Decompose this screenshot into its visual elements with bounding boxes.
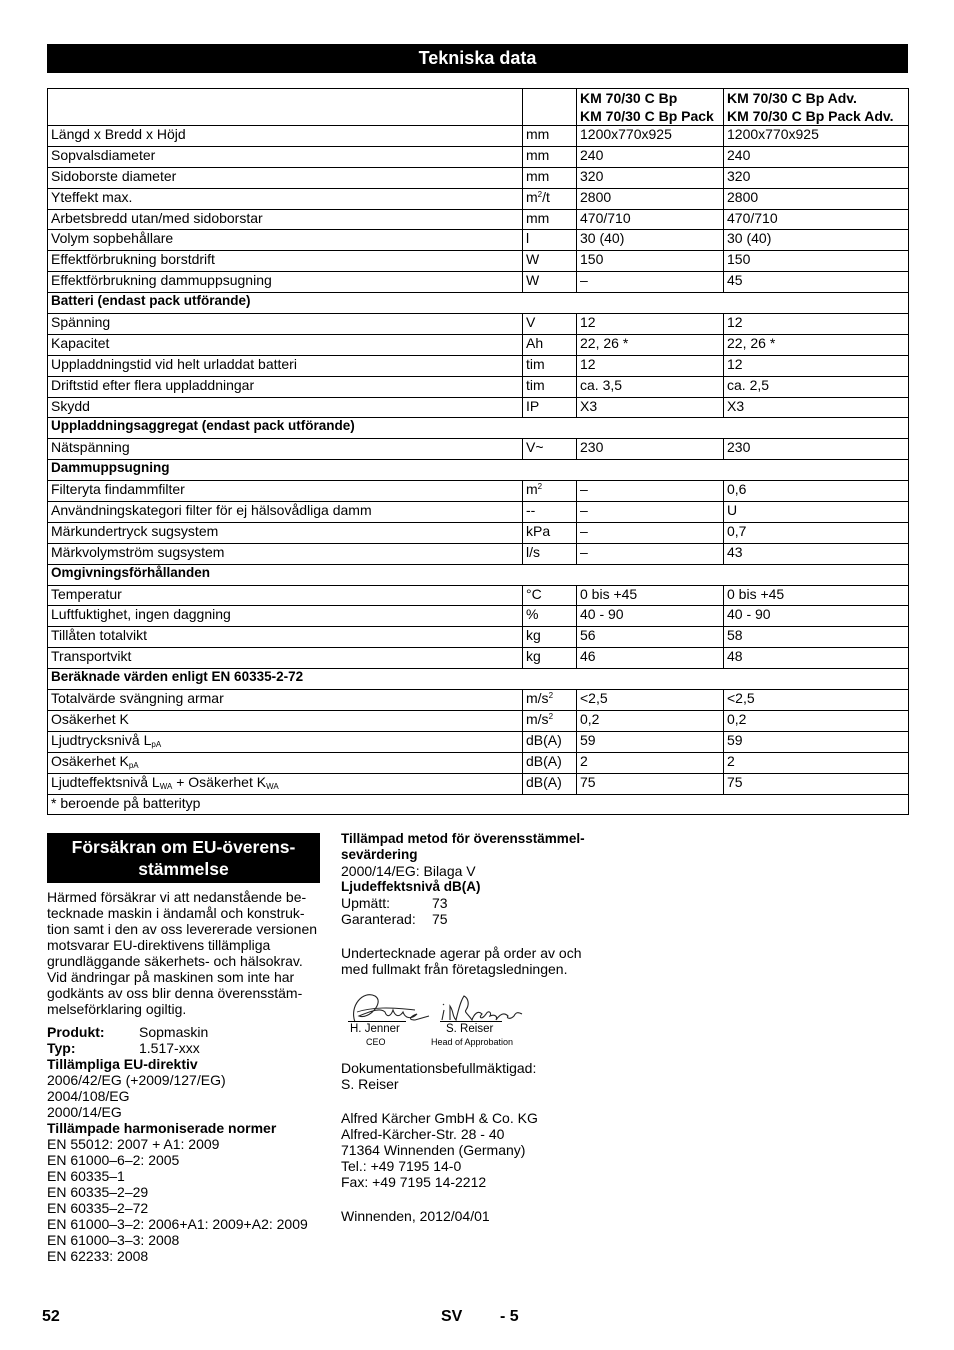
- row-value-model-2: 2800: [724, 188, 909, 209]
- row-value-model-1: 46: [577, 648, 724, 669]
- body-line: Härmed försäkrar vi att nedanstående be-: [47, 889, 307, 905]
- row-unit: tim: [523, 355, 577, 376]
- row-unit: dB(A): [523, 731, 577, 752]
- row-value-model-1: 30 (40): [577, 230, 724, 251]
- row-value-model-2: 150: [724, 251, 909, 272]
- footnote-row: [48, 794, 909, 815]
- table-row: [48, 230, 909, 251]
- row-unit: kPa: [523, 522, 577, 543]
- row-value-model-1: 1200x770x925: [577, 126, 724, 147]
- header-unit-cell: [523, 89, 577, 126]
- signed-line1: Undertecknade agerar på order av och: [341, 945, 582, 961]
- tech-data-table: [47, 88, 909, 815]
- table-row: [48, 439, 909, 460]
- row-label: Längd x Bredd x Höjd: [48, 126, 523, 147]
- row-label: Märkvolymström sugsystem: [48, 543, 523, 564]
- row-label: Transportvikt: [48, 648, 523, 669]
- row-value-model-2: 12: [724, 314, 909, 335]
- model-1-line2: KM 70/30 C Bp Pack: [580, 108, 714, 124]
- row-unit: $m/s^2$: [523, 710, 577, 731]
- row-label: Temperatur: [48, 585, 523, 606]
- row-label: Effektförbrukning dammuppsugning: [48, 272, 523, 293]
- row-label: Uppladdningstid vid helt urladdat batteri: [48, 355, 523, 376]
- row-label: Yteffekt max.: [48, 188, 523, 209]
- row-value-model-1: 0 bis +45: [577, 585, 724, 606]
- header-empty-cell: [48, 89, 523, 126]
- table-row: [48, 522, 909, 543]
- directive-item: 2004/108/EG: [47, 1088, 130, 1104]
- row-value-model-2: <2,5: [724, 690, 909, 711]
- row-unit: IP: [523, 397, 577, 418]
- method-heading-line1: Tillämpad metod för överensstämmel-: [341, 831, 585, 846]
- row-label: Användningskategori filter för ej hälsovådliga damm: [48, 502, 523, 523]
- row-unit: kg: [523, 648, 577, 669]
- table-row: [48, 146, 909, 167]
- body-line: melseförklaring ogiltig.: [47, 1001, 187, 1017]
- language-code: SV: [441, 1308, 463, 1325]
- table-row: [48, 251, 909, 272]
- standard-item: EN 60335–2–72: [47, 1200, 149, 1216]
- declaration-title-line2: stämmelse: [138, 859, 229, 879]
- guaranteed-row: [341, 911, 631, 927]
- row-value-model-1: –: [577, 481, 724, 502]
- type-value: 1.517-xxx: [139, 1040, 200, 1056]
- table-row: [48, 710, 909, 731]
- table-row: [48, 334, 909, 355]
- row-unit: dB(A): [523, 773, 577, 794]
- row-label: Totalvärde svängning armar: [48, 690, 523, 711]
- row-label: Osäkerhet K: [48, 710, 523, 731]
- standard-item: EN 62233: 2008: [47, 1248, 149, 1264]
- method-value: 2000/14/EG: Bilaga V: [341, 863, 476, 879]
- row-value-model-1: 150: [577, 251, 724, 272]
- declaration-title-line1: Försäkran om EU-överens-: [71, 837, 296, 857]
- row-unit: l: [523, 230, 577, 251]
- row-value-model-1: 230: [577, 439, 724, 460]
- table-row: [48, 543, 909, 564]
- signature-jenner: [345, 986, 435, 1046]
- row-value-model-1: –: [577, 502, 724, 523]
- table-section-row: [48, 293, 909, 314]
- directives-heading: Tillämpliga EU-direktiv: [47, 1056, 198, 1072]
- row-value-model-2: 30 (40): [724, 230, 909, 251]
- standard-item: EN 61000–3–2: 2006+A1: 2009+A2: 2009: [47, 1216, 308, 1232]
- row-label: Luftfuktighet, ingen daggning: [48, 606, 523, 627]
- table-section-row: [48, 564, 909, 585]
- signatory-1-role: CEO: [366, 1037, 386, 1047]
- row-value-model-2: 0,6: [724, 481, 909, 502]
- table-row: [48, 167, 909, 188]
- row-value-model-1: ca. 3,5: [577, 376, 724, 397]
- row-value-model-1: 0,2: [577, 710, 724, 731]
- row-label: Märkundertryck sugsystem: [48, 522, 523, 543]
- row-label: Osäkerhet $K_{pA}$: [48, 752, 523, 773]
- table-row: [48, 606, 909, 627]
- address-line: Alfred Kärcher GmbH & Co. KG: [341, 1110, 538, 1126]
- row-unit: %: [523, 606, 577, 627]
- section-heading: Uppladdningsaggregat (endast pack utförande): [48, 418, 909, 439]
- place-date: Winnenden, 2012/04/01: [341, 1208, 490, 1224]
- row-unit: mm: [523, 167, 577, 188]
- row-value-model-2: 48: [724, 648, 909, 669]
- row-unit: W: [523, 251, 577, 272]
- doc-name: S. Reiser: [341, 1076, 399, 1092]
- row-value-model-2: 320: [724, 167, 909, 188]
- table-row: [48, 209, 909, 230]
- table-row: [48, 355, 909, 376]
- signature-line-1: [348, 1021, 406, 1022]
- body-line: motsvarar EU-direktivens tillämpliga: [47, 937, 271, 953]
- declaration-title: [47, 833, 320, 883]
- row-label: Ljudteffektsnivå $L_{WA}$ + Osäkerhet $K_{WA}$: [48, 773, 523, 794]
- model-1-line1: KM 70/30 C Bp: [580, 90, 678, 106]
- row-value-model-1: 12: [577, 355, 724, 376]
- row-value-model-1: 470/710: [577, 209, 724, 230]
- header-model-2: [724, 89, 909, 126]
- row-label: Tillåten totalvikt: [48, 627, 523, 648]
- row-unit: dB(A): [523, 752, 577, 773]
- row-unit: W: [523, 272, 577, 293]
- table-row: [48, 272, 909, 293]
- table-footnote: * beroende på batterityp: [48, 794, 909, 815]
- table-row: [48, 126, 909, 147]
- row-value-model-1: 22, 26 *: [577, 334, 724, 355]
- standard-item: EN 61000–6–2: 2005: [47, 1152, 180, 1168]
- standard-item: EN 60335–2–29: [47, 1184, 149, 1200]
- table-row: [48, 188, 909, 209]
- signatory-2-role: Head of Approbation: [431, 1037, 514, 1047]
- row-value-model-2: 0 bis +45: [724, 585, 909, 606]
- signature-line-2: [440, 1021, 502, 1022]
- table-row: [48, 376, 909, 397]
- body-line: tecknade maskin i ändamål och konstruk-: [47, 905, 305, 921]
- row-value-model-1: <2,5: [577, 690, 724, 711]
- table-row: [48, 627, 909, 648]
- section-heading: Dammuppsugning: [48, 460, 909, 481]
- section-heading: Omgivningsförhållanden: [48, 564, 909, 585]
- row-value-model-1: 12: [577, 314, 724, 335]
- row-value-model-2: ca. 2,5: [724, 376, 909, 397]
- row-unit: °C: [523, 585, 577, 606]
- row-value-model-1: 56: [577, 627, 724, 648]
- model-2-line1: KM 70/30 C Bp Adv.: [727, 90, 857, 106]
- table-row: [48, 481, 909, 502]
- row-value-model-2: 12: [724, 355, 909, 376]
- row-value-model-2: 43: [724, 543, 909, 564]
- page-number: 52: [42, 1308, 60, 1325]
- signatory-2-name: S. Reiser: [446, 1023, 494, 1035]
- declaration-left-column: [47, 889, 322, 1264]
- standard-item: EN 60335–1: [47, 1168, 125, 1184]
- row-value-model-1: 59: [577, 731, 724, 752]
- row-value-model-2: 470/710: [724, 209, 909, 230]
- row-value-model-2: 59: [724, 731, 909, 752]
- row-label: Driftstid efter flera uppladdningar: [48, 376, 523, 397]
- row-label: Ljudtrycksnivå $L_{pA}$: [48, 731, 523, 752]
- sound-heading: Ljudeffektsnivå dB(A): [341, 879, 481, 894]
- row-unit: --: [523, 502, 577, 523]
- row-value-model-1: 240: [577, 146, 724, 167]
- row-value-model-2: U: [724, 502, 909, 523]
- table-row: [48, 585, 909, 606]
- measured-value: 73: [432, 895, 448, 911]
- row-unit: $m/s^2$: [523, 690, 577, 711]
- row-unit: $m^2/t$: [523, 188, 577, 209]
- standard-item: EN 61000–3–3: 2008: [47, 1232, 180, 1248]
- row-unit: l/s: [523, 543, 577, 564]
- declaration-right-column: [341, 831, 631, 977]
- row-unit: $m^2$: [523, 481, 577, 502]
- row-unit: V: [523, 314, 577, 335]
- documentation-block: [341, 1060, 631, 1224]
- row-value-model-2: 0,7: [724, 522, 909, 543]
- row-unit: mm: [523, 209, 577, 230]
- table-row: [48, 773, 909, 794]
- row-value-model-2: 22, 26 *: [724, 334, 909, 355]
- product-row: [47, 1024, 322, 1040]
- row-value-model-1: 40 - 90: [577, 606, 724, 627]
- model-2-line2: KM 70/30 C Bp Pack Adv.: [727, 108, 894, 124]
- row-value-model-2: 230: [724, 439, 909, 460]
- row-unit: Ah: [523, 334, 577, 355]
- guaranteed-value: 75: [432, 911, 448, 927]
- row-value-model-2: 240: [724, 146, 909, 167]
- signed-line2: med fullmakt från företagsledningen.: [341, 961, 568, 977]
- row-label: Volym sopbehållare: [48, 230, 523, 251]
- address-line: 71364 Winnenden (Germany): [341, 1142, 526, 1158]
- table-row: [48, 690, 909, 711]
- address-line: Alfred-Kärcher-Str. 28 - 40: [341, 1126, 505, 1142]
- row-unit: kg: [523, 627, 577, 648]
- directive-item: 2006/42/EG (+2009/127/EG): [47, 1072, 226, 1088]
- table-row: [48, 314, 909, 335]
- table-row: [48, 731, 909, 752]
- row-value-model-2: 75: [724, 773, 909, 794]
- row-label: Nätspänning: [48, 439, 523, 460]
- row-value-model-1: 2: [577, 752, 724, 773]
- table-row: [48, 648, 909, 669]
- address-line: Tel.: +49 7195 14-0: [341, 1158, 462, 1174]
- row-value-model-2: 58: [724, 627, 909, 648]
- row-label: Sopvalsdiameter: [48, 146, 523, 167]
- header-model-1: [577, 89, 724, 126]
- type-row: [47, 1040, 322, 1056]
- row-value-model-1: –: [577, 522, 724, 543]
- table-row: [48, 752, 909, 773]
- body-line: grundläggande säkerhets- och hälsokrav.: [47, 953, 303, 969]
- body-line: Vid ändringar på maskinen som inte har: [47, 969, 295, 985]
- method-heading-line2: sevärdering: [341, 847, 418, 862]
- row-label: Sidoborste diameter: [48, 167, 523, 188]
- standards-heading: Tillämpade harmoniserade normer: [47, 1120, 277, 1136]
- page-title: Tekniska data: [47, 44, 908, 73]
- row-label: Spänning: [48, 314, 523, 335]
- table-section-row: [48, 418, 909, 439]
- signatory-1-name: H. Jenner: [350, 1023, 400, 1035]
- row-value-model-2: 2: [724, 752, 909, 773]
- row-label: Skydd: [48, 397, 523, 418]
- product-value: Sopmaskin: [139, 1024, 209, 1040]
- row-label: Arbetsbredd utan/med sidoborstar: [48, 209, 523, 230]
- row-label: Kapacitet: [48, 334, 523, 355]
- doc-label: Dokumentationsbefullmäktigad:: [341, 1060, 537, 1076]
- row-value-model-2: 0,2: [724, 710, 909, 731]
- table-section-row: [48, 460, 909, 481]
- measured-row: [341, 895, 631, 911]
- body-line: tion samt i den av oss levererade versionen: [47, 921, 318, 937]
- row-value-model-1: 320: [577, 167, 724, 188]
- type-label: Typ:: [47, 1040, 76, 1056]
- measured-label: Upmätt:: [341, 895, 391, 911]
- row-unit: tim: [523, 376, 577, 397]
- row-unit: mm: [523, 146, 577, 167]
- guaranteed-label: Garanterad:: [341, 911, 416, 927]
- sub-page-number: - 5: [500, 1308, 519, 1325]
- row-unit: mm: [523, 126, 577, 147]
- section-heading: Batteri (endast pack utförande): [48, 293, 909, 314]
- row-value-model-1: 75: [577, 773, 724, 794]
- row-value-model-2: X3: [724, 397, 909, 418]
- row-value-model-1: –: [577, 543, 724, 564]
- row-value-model-1: X3: [577, 397, 724, 418]
- table-header-row: [48, 89, 909, 126]
- row-value-model-1: 2800: [577, 188, 724, 209]
- row-unit: V~: [523, 439, 577, 460]
- section-heading: Beräknade värden enligt EN 60335-2-72: [48, 669, 909, 690]
- product-label: Produkt:: [47, 1024, 105, 1040]
- standard-item: EN 55012: 2007 + A1: 2009: [47, 1136, 220, 1152]
- row-value-model-2: 45: [724, 272, 909, 293]
- table-row: [48, 502, 909, 523]
- declaration-body: [47, 889, 322, 1017]
- row-value-model-2: 40 - 90: [724, 606, 909, 627]
- row-value-model-2: 1200x770x925: [724, 126, 909, 147]
- row-label: Effektförbrukning borstdrift: [48, 251, 523, 272]
- row-label: Filteryta findammfilter: [48, 481, 523, 502]
- table-section-row: [48, 669, 909, 690]
- table-row: [48, 397, 909, 418]
- directive-item: 2000/14/EG: [47, 1104, 122, 1120]
- address-line: Fax: +49 7195 14-2212: [341, 1174, 487, 1190]
- row-value-model-1: –: [577, 272, 724, 293]
- body-line: godkänts av oss blir denna överensstäm-: [47, 985, 303, 1001]
